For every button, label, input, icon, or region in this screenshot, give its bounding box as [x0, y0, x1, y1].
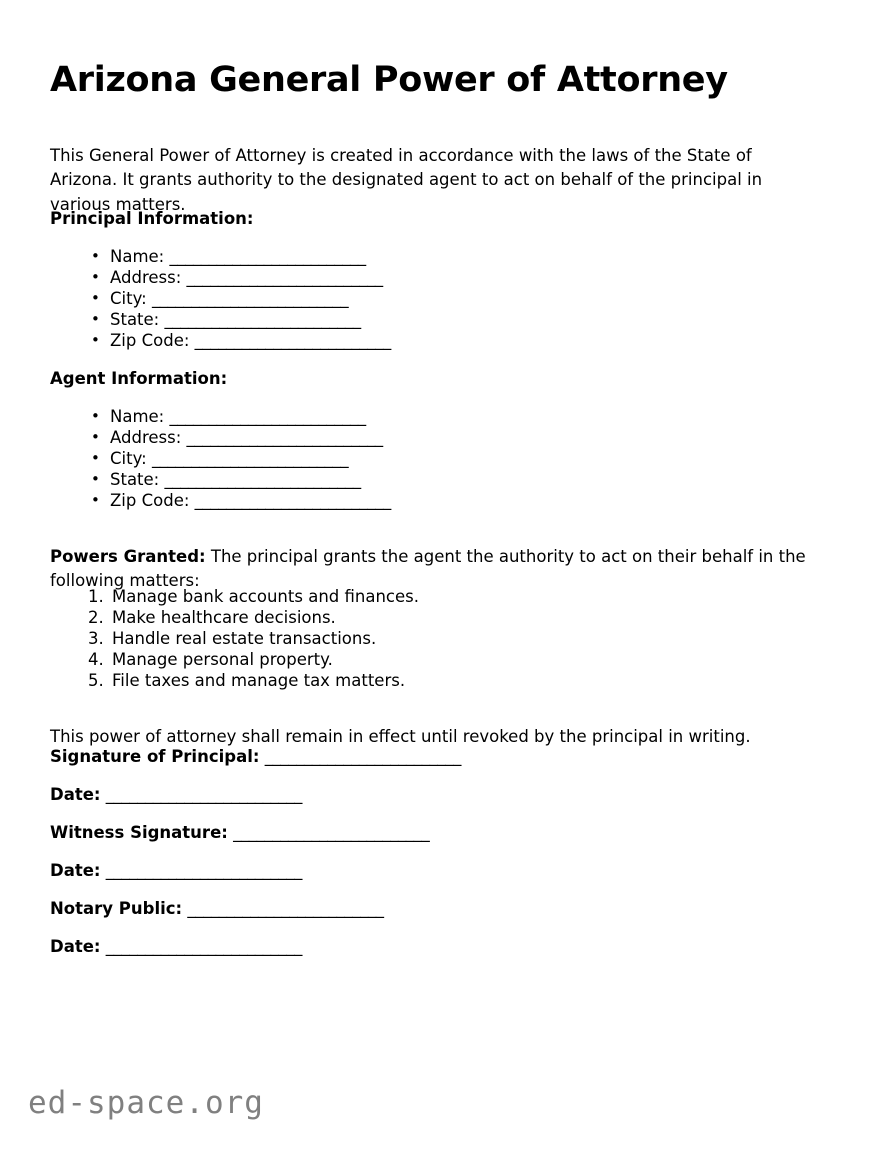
- page-title: Arizona General Power of Attorney: [50, 60, 728, 100]
- list-item: [82, 490, 782, 511]
- signature-principal-label: Signature of Principal:: [50, 747, 260, 766]
- field-blank[interactable]: _________________________: [164, 310, 361, 329]
- field-blank[interactable]: _________________________: [194, 331, 391, 350]
- signature-witness-date-row: [50, 860, 302, 882]
- agent-information-heading: Agent Information:: [50, 369, 228, 388]
- list-item: [82, 427, 782, 448]
- list-item: [82, 309, 782, 330]
- field-label: Name:: [110, 407, 165, 426]
- signature-witness-blank[interactable]: _________________________: [233, 823, 430, 842]
- signature-notary-date-row: [50, 936, 302, 958]
- field-blank[interactable]: _________________________: [169, 247, 366, 266]
- powers-list: [80, 586, 780, 691]
- watermark: ed-space.org: [28, 1085, 264, 1121]
- signature-witness-row: [50, 822, 429, 844]
- list-item: File taxes and manage tax matters.: [112, 671, 406, 690]
- signature-principal-date-label: Date:: [50, 785, 101, 804]
- field-label: City:: [110, 289, 147, 308]
- signature-notary-row: [50, 898, 384, 920]
- field-label: Name:: [110, 247, 165, 266]
- field-label: City:: [110, 449, 147, 468]
- field-label: Address:: [110, 428, 182, 447]
- signature-notary-blank[interactable]: _________________________: [187, 899, 384, 918]
- list-item: Handle real estate transactions.: [112, 629, 377, 648]
- signature-principal-date-row: [50, 784, 302, 806]
- field-blank[interactable]: _________________________: [151, 289, 349, 308]
- signature-notary-date-blank[interactable]: _________________________: [105, 937, 303, 956]
- field-blank[interactable]: _________________________: [164, 470, 361, 489]
- principal-field-list: [82, 246, 782, 351]
- field-blank[interactable]: _________________________: [186, 428, 383, 447]
- signature-notary-label: Notary Public:: [50, 899, 183, 918]
- signature-witness-date-label: Date:: [50, 861, 101, 880]
- field-label: Zip Code:: [110, 491, 190, 510]
- field-label: State:: [110, 310, 160, 329]
- list-item: [82, 448, 782, 469]
- list-item: [82, 246, 782, 267]
- field-label: State:: [110, 470, 160, 489]
- signature-witness-label: Witness Signature:: [50, 823, 228, 842]
- signature-notary-date-label: Date:: [50, 937, 101, 956]
- list-item: [82, 330, 782, 351]
- powers-granted-text: The principal grants the agent the authority to act on their behalf in the following matters:: [50, 546, 806, 590]
- principal-information-heading: Principal Information:: [50, 209, 254, 228]
- field-blank[interactable]: _________________________: [169, 407, 366, 426]
- signature-principal-row: [50, 746, 461, 768]
- list-item: Manage personal property.: [112, 650, 333, 669]
- list-item: [82, 406, 782, 427]
- field-blank[interactable]: _________________________: [186, 268, 383, 287]
- signature-witness-date-blank[interactable]: _________________________: [105, 861, 303, 880]
- powers-granted-label: Powers Granted:: [50, 546, 206, 566]
- list-item: Make healthcare decisions.: [112, 608, 336, 627]
- list-item: [82, 469, 782, 490]
- signature-principal-blank[interactable]: _________________________: [264, 747, 461, 766]
- field-blank[interactable]: _________________________: [151, 449, 349, 468]
- list-item: [82, 288, 782, 309]
- signature-principal-date-blank[interactable]: _________________________: [105, 785, 303, 804]
- list-item: Manage bank accounts and finances.: [112, 587, 419, 606]
- field-label: Address:: [110, 268, 182, 287]
- closing-paragraph: This power of attorney shall remain in effect until revoked by the principal in writing.: [50, 726, 751, 746]
- intro-paragraph: This General Power of Attorney is created in accordance with the laws of the State of Arizona. It grants authority to the designated agent to act on behalf of the principal in various matters.: [50, 145, 763, 214]
- agent-field-list: [82, 406, 782, 511]
- list-item: [82, 267, 782, 288]
- field-label: Zip Code:: [110, 331, 190, 350]
- field-blank[interactable]: _________________________: [194, 491, 391, 510]
